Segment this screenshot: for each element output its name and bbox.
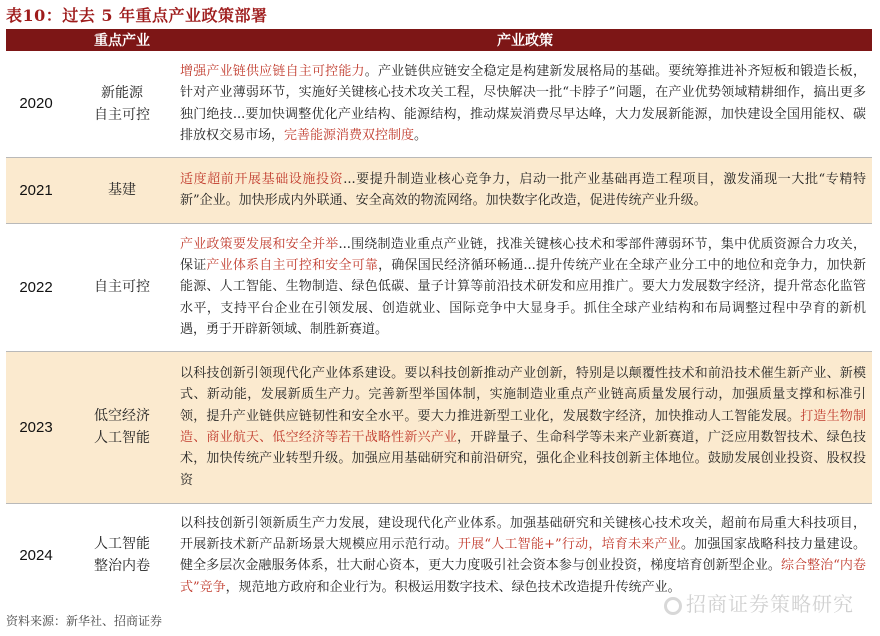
policy-text: 以科技创新引领新质生产力发展，建设现代化产业体系。加强基础研究和关键核心技术攻关，超前布局重大科技项目，开展新技术新产品新场景大规模应用示范行动。 (180, 515, 866, 552)
policy-highlight: 打造生物制造、商业航天、低空经济等若干战略性新兴产业 (180, 408, 866, 445)
policy-text: ，开辟量子、生命科学等未来产业新赛道，广泛应用数智技术、绿色技术，加快传统产业转型升级。加强应用基础研究和前沿研究，强化企业科技创新主体地位。鼓励发展创业投资、股权投资 (180, 430, 866, 488)
industry-cell (66, 503, 178, 607)
header-policy: 产业政策 (178, 29, 872, 51)
header-year (6, 29, 66, 51)
policy-text: 以科技创新引领现代化产业体系建设。要以科技创新推动产业创新，特别是以颠覆性技术和前沿技术催生新产业、新模式、新动能，发展新质生产力。完善新型举国体制，实施制造业重点产业链高质量发展行动，加强质量支撑和标准引领，提升产业链供应链韧性和安全水平。要大力推进新型工业化，发展数字经济，加快推动人工智能发展。 (180, 366, 866, 424)
policy-text: ...围绕制造业重点产业链，找准关键核心技术和零部件薄弱环节，集中优质资源合力攻关，保证 (180, 236, 866, 274)
policy-highlight: 适度超前开展基础设施投资 (180, 171, 344, 187)
policy-cell (178, 51, 872, 157)
table-row (6, 223, 872, 351)
policy-cell (178, 351, 872, 503)
watermark-logo-icon (664, 597, 682, 615)
watermark-text: 招商证券策略研究 (686, 592, 854, 616)
table-title: 表10：过去 5 年重点产业政策部署 (6, 6, 268, 25)
industry-line: 人工智能 (94, 430, 150, 446)
industry-line: 低空经济 (94, 408, 150, 424)
policy-table (6, 29, 872, 607)
industry-cell (66, 223, 178, 351)
policy-highlight: 产业体系自主可控和安全可靠 (206, 258, 379, 274)
industry-cell (66, 51, 178, 157)
table-row (6, 51, 872, 157)
policy-text: ，规范地方政府和企业行为。积极运用数字技术、绿色技术改造提升传统产业。 (225, 579, 681, 595)
policy-cell (178, 223, 872, 351)
year-cell: 2020 (6, 51, 66, 157)
year-cell: 2023 (6, 351, 66, 503)
table-row (6, 157, 872, 223)
policy-text: 。 (414, 128, 428, 144)
policy-text: 。产业链供应链安全稳定是构建新发展格局的基础。要统筹推进补齐短板和锻造长板，针对产业薄弱环节，实施好关键核心技术攻关工程，尽快解决一批“卡脖子”问题，在产业优势领域精耕细作，搞出更多独门绝技...要加快调整优化产业结构、能源结构，推动煤炭消费尽早达峰，大力发展新能源，加快建设全国用能权、碳排放权交易市场， (180, 64, 866, 144)
policy-text: ...要提升制造业核心竞争力，启动一批产业基础再造工程项目，激发涌现一大批“专精特新”企业。加快形成内外联通、安全高效的物流网络。加快数字化改造，促进传统产业升级。 (180, 171, 866, 208)
industry-line: 新能源 (101, 84, 143, 101)
industry-cell (66, 351, 178, 503)
industry-cell (66, 157, 178, 223)
policy-cell (178, 157, 872, 223)
industry-line: 整治内卷 (94, 558, 150, 575)
industry-line: 自主可控 (94, 106, 150, 123)
table-header-row (6, 29, 872, 51)
year-cell: 2021 (6, 157, 66, 223)
policy-highlight: 综合整治“内卷式”竞争 (180, 558, 866, 595)
source-note: 资料来源：新华社、招商证券 (6, 614, 163, 628)
watermark (664, 588, 854, 617)
policy-highlight: 开展“人工智能+”行动，培育未来产业 (457, 536, 681, 552)
policy-highlight: 产业政策要发展和安全并举 (180, 236, 339, 252)
industry-line: 自主可控 (94, 279, 150, 295)
policy-text: 。加强国家战略科技力量建设。健全多层次金融服务体系，壮大耐心资本，更大力度吸引社会资本参与创业投资，梯度培育创新型企业。 (180, 536, 866, 574)
policy-text: ，确保国民经济循环畅通...提升传统产业在全球产业分工中的地位和竞争力，加快新能源、人工智能、生物制造、绿色低碳、量子计算等前沿技术研发和应用推广。要大力发展数字经济，提升常态化监管水平，支持平台企业在引领发展、创造就业、国际竞争中大显身手。抓住全球产业结构和布局调整过程中孕育的新机遇，勇于开辟新领域、制胜新赛道。 (180, 258, 866, 337)
year-cell: 2024 (19, 546, 53, 564)
industry-line: 人工智能 (94, 536, 150, 553)
year-cell: 2022 (6, 223, 66, 351)
policy-highlight: 增强产业链供应链自主可控能力 (180, 64, 365, 80)
policy-highlight: 完善能源消费双控制度 (284, 128, 415, 144)
header-industry: 重点产业 (66, 29, 178, 51)
table-row (6, 351, 872, 503)
industry-line: 基建 (108, 182, 136, 198)
